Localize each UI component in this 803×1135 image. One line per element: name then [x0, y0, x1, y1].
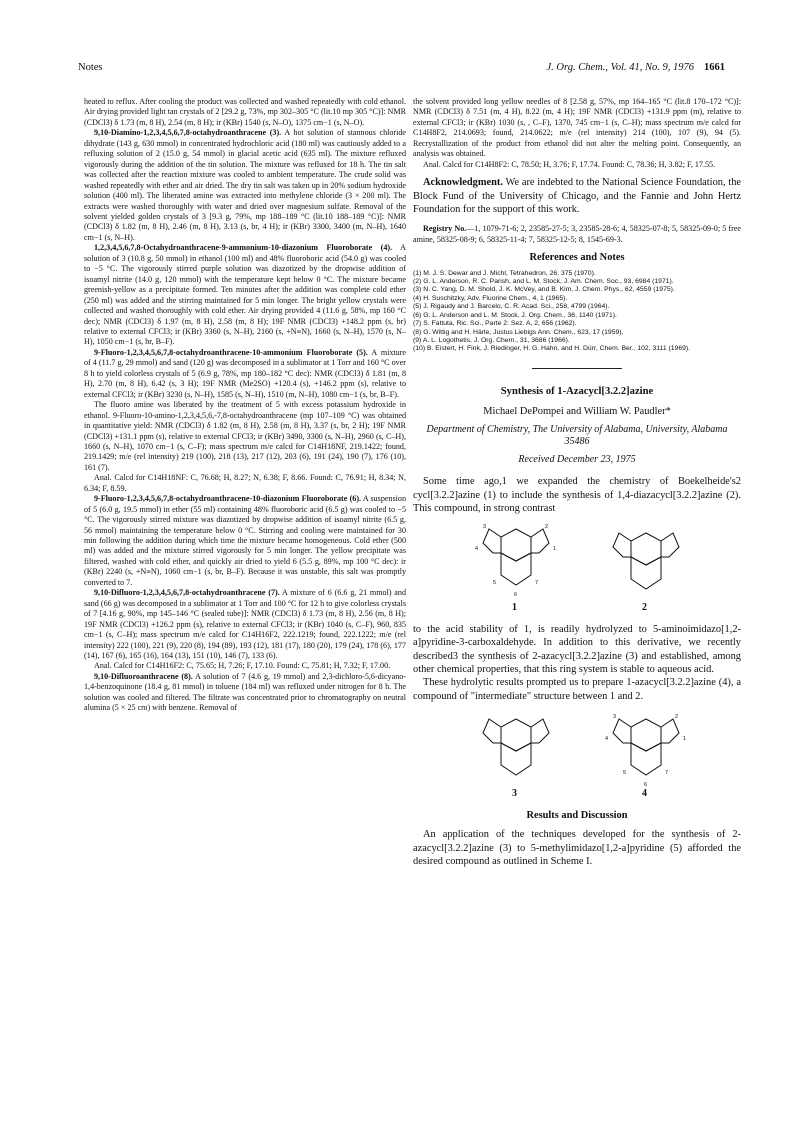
reference-item: (2) G. L. Anderson, R. C. Parish, and L. M. Stock, J. Am. Chem. Soc., 93, 6984 (1971).	[413, 278, 674, 286]
received-date: Received December 23, 1975	[518, 453, 636, 465]
paragraph: Anal. Calcd for C14H18NF: C, 76.68; H, 8.27; N, 6.38; F, 8.66. Found: C, 76.91; H, 8.34; N, 6.34; F, 8.59.	[84, 473, 406, 493]
compound-label-1: 1	[512, 602, 517, 614]
structure-figure-3-4: 3 2 4 1 5 7 6 3 4	[413, 707, 741, 805]
structure-drawing-3-4	[413, 707, 741, 805]
reference-item: (9) A. L. Logothetis, J. Org. Chem., 31, 3686 (1966).	[413, 336, 570, 344]
paragraph: An application of the techniques developed for the synthesis of 2-azacycl[3.2.2]azine (3) to 5-methylimidazo[1,2-a]pyridine (5) afforded the desired compound as outlined in Scheme I.	[413, 829, 741, 867]
reference-item: (6) G. L. Anderson and L. M. Stock, J. Org. Chem., 36, 1140 (1971).	[413, 311, 617, 319]
header-section: Notes	[78, 62, 103, 73]
page-number: 1661	[704, 62, 725, 73]
reference-item: (3) N. C. Yang, D. M. Shold, J. K. McVey, and B. Kim, J. Chem. Phys., 62, 4559 (1975).	[413, 286, 675, 294]
paragraph: Some time ago,1 we expanded the chemistry of Boekelheide's2 cycl[3.2.2]azine (1) to include the synthesis of 1,4-diazacycl[3.2.2]azine (2). This compound, in strong contrast	[413, 476, 741, 514]
reference-item: (7) S. Fattuta, Ric. Sci., Parte 2: Sez. A, 2, 656 (1962).	[413, 320, 577, 328]
references-list	[413, 270, 741, 354]
article-affiliation: Department of Chemistry, The University of Alabama, University, Alabama 35486	[426, 423, 728, 448]
paragraph: 9-Fluoro-1,2,3,4,5,6,7,8-octahydroanthracene-10-diazonium Fluoroborate (6). A suspension of 5 (6.0 g, 19.5 mmol) in ether (55 ml) containing 48% fluoroboric acid (6.5 g) was cooled to −5 °C. The vigorously stirred mixture was diazotized by dropwise addition of isoamyl nitrite (6.5 g, 56 mmol) maintaining the temperature below 0 °C. Stirring and cooling were maintained for 30 min following the addition during which time the mixture became homogeneous. Cold ether (500 ml) was added and the mixture stirred vigorously for 5 min longer. The yellow precipitate was filtered, washed with cold ether, and quickly air dried to yield 6 (5.5 g, 89%, mp 100 °C dec): ir (KBr) 2240 (s, +N≡N), 1060 cm−1 (s, br, B–F). Because it was unstable, this salt was promptly converted to 7.	[84, 494, 406, 587]
reference-item: (10) B. Eistert, H. Fink, J. Riedinger, H. G. Hahn, and H. Dürr, Chem. Ber., 102, 3111 (1969).	[413, 345, 691, 353]
paragraph: 1,2,3,4,5,6,7,8-Octahydroanthracene-9-ammonium-10-diazonium Fluoroborate (4). A solution of 3 (10.8 g, 50 mmol) in ethanol (100 ml) and 48% fluoroboric acid (54.0 g) was cooled to −5 °C. The vigorously stirred purple solution was diazotized by the dropwise addition of isoamyl nitrite (14.0 g, 120 mmol) with the temperature kept below 0 °C. The mixture became greenish-yellow as a precipitate formed. Ten minutes after the addition was complete cold ether (250 ml) was added and the stirring maintained for 5 min longer. The bright yellow crystals were collected and washed thoroughly with cold ether. Air drying provided 4 (11.6 g, 58%, mp 160 °C dec); NMR (CDCl3) δ 1.97 (m, 8 H), 2.58 (m, 8 H); 19F NMR (CDCl3) +148.2 ppm (s, br) relative to external CFCl3; ir (KBr) 3360 (s, N–H), 2160 (s, +N≡N), 1660 (s, N–H), 1570 (s, N–H), 1050 cm−1 (s, br, B–F).	[84, 243, 406, 347]
page-header	[78, 62, 725, 78]
journal-citation: J. Org. Chem., Vol. 41, No. 9, 1976	[546, 62, 694, 73]
acknowledgment: Acknowledgment. We are indebted to the National Science Foundation, the Block Fund of the University of Chicago, and the Fannie and John Hertz Foundation for the support of this work.	[413, 177, 741, 215]
paragraph: the solvent provided long yellow needles of 8 [2.58 g, 57%, mp 164–165 °C (lit.8 170–172 °C)]: NMR (CDCl3) δ 7.51 (m, 4 H), 8.22 (m, 4 H); 19F NMR (CDCl3) +131.9 ppm (m), relative to external CFCl3; ir (KBr) 1030 (s, , C–F), 1370, 745 cm−1 (s, C–H); mass spectrum m/e calcd for C14H8F2, 214.0693; found, 214.0622; m/e (rel intensity) 214 (100), 107 (9), 94 (5). Recrystallization of the product from ethanol did not alter the melting point. Consequently, an analysis was obtained.	[413, 97, 741, 159]
compound-label-4: 4	[642, 787, 647, 799]
article-title: Synthesis of 1-Azacycl[3.2.2]azine	[500, 385, 654, 397]
reference-item: (1) M. J. S. Dewar and J. Michl, Tetrahedron, 26, 375 (1970).	[413, 269, 596, 277]
reference-item: (4) H. Suschitzky, Adv. Fluorine Chem., 4, 1 (1965).	[413, 294, 568, 302]
article-body	[413, 475, 741, 868]
paragraph: 9,10-Difluoro-1,2,3,4,5,6,7,8-octahydroanthracene (7). A mixture of 6 (6.6 g, 21 mmol) and sand (66 g) was decomposed in a sublimator at 1 Torr and 100 °C for 12 h to give colorless crystals of 7 [4.16 g, 90%, mp 145–146 °C (sealed tube)]: NMR (CDCl3) δ 1.73 (m, 8 H), 2.56 (m, 8 H); 19F NMR (CDCl3) +126.2 ppm (s), relative to external CFCl3; ir (KBr) 1040 (s, C–F), 960, 835 cm−1 (s, C–H); mass spectrum m/e calcd for C14H16F2, 222.1219; found, 222.1222; m/e (rel intensity) 222 (100), 221 (9), 220 (8), 194 (89), 193 (12), 181 (17), 180 (20), 179 (24), 178 (6), 177 (14), 167 (6), 165 (16), 164 (13), 151 (10), 146 (7), 133 (6).	[84, 588, 406, 661]
paragraph: These hydrolytic results prompted us to prepare 1-azacycl[3.2.2]azine (4), a compound of "intermediate" structure between 1 and 2.	[413, 677, 741, 702]
paragraph: 9-Fluoro-1,2,3,4,5,6,7,8-octahydroanthracene-10-ammonium Fluoroborate (5). A mixture of 4 (11.7 g, 29 mmol) and sand (120 g) was decomposed in a sublimator at 1 Torr and 160 °C over 8 h to yield colorless crystals of 5 (6.9 g, 78%, mp 180–182 °C dec): NMR (CDCl3) δ 1.81 (m, 8 H), 2.70 (m, 8 H), 6.42 (s, 3 H); 19F NMR (Me2SO) +120.4 (s), +146.2 ppm (s), relative to external CFCl3; ir (KBr) 3230 (s, N–H), 1585 (s, N–H), 1510 (m, N–H), 1080 cm−1 (s, br, B–F).	[84, 347, 406, 399]
right-column	[413, 97, 741, 868]
paragraph: to the acid stability of 1, is readily hydrolyzed to 5-aminoimidazo[1,2-a]pyridine-3-carboxaldehyde. In addition to this derivative, we recently described3 the synthesis of 2-azacycl[3.2.2]azine (3) and established, among other chemical properties, that this ring system is stable to aqueous acid.	[413, 624, 741, 676]
paragraph: 9,10-Diamino-1,2,3,4,5,6,7,8-octahydroanthracene (3). A hot solution of stannous chloride dihydrate (143 g, 630 mmol) in concentrated hydrochloric acid (180 ml) was cautiously added to a refluxing solution of 2 (15.0 g, 54 mmol) in glacial acetic acid (635 ml). The mixture refluxed vigorously during the addition of the tin solution. The mixture was refluxed for 18 h. The tin salt was collected after the reaction mixture was cooled to ambient temperature. The crude solid was washed repeatedly with ether and air dried. The dry tin salt was taken up in 20% sodium hydroxide solution (400 ml). The liberated amine was extracted into methylene chloride (3 × 200 ml). The extracts were washed thoroughly with water and dried over magnesium sulfate. Removal of the solvent yielded golden crystals of 3 [9.3 g, 79%, mp 188–189 °C (lit.10 188–189 °C)]: NMR (CDCl3) δ 1.82 (m, 8 H), 2.46 (m, 8 H), 3.13 (s, br, 4 H); ir (KBr) 3300, 3400 (m, N–H), 1640 cm−1 (s, N–H).	[84, 128, 407, 242]
header-citation	[547, 62, 725, 73]
structure-drawing-1-2	[413, 519, 741, 619]
article-authors: Michael DePompei and William W. Paudler*	[483, 406, 671, 418]
reference-item: (5) J. Rigaudy and J. Barcelo, C. R. Acad. Sci., 258, 4799 (1964).	[413, 303, 610, 311]
registry-numbers: Registry No.—1, 1079-71-6; 2, 23585-27-5; 3, 23585-28-6; 4, 58325-07-8; 5, 58325-09-0; 5 free amine, 58325-08-9; 6, 58325-11-4; 7, 58325-12-5; 8, 1545-69-3.	[413, 224, 741, 244]
section-divider	[532, 368, 622, 369]
structure-figure-1-2: 3 2 4 1 5 7 6 1 2	[413, 519, 741, 619]
paragraph: 9,10-Difluoroanthracene (8). A solution of 7 (4.6 g, 19 mmol) and 2,3-dichloro-5,6-dicyano-1,4-benzoquinone (18.4 g, 81 mmol) in toluene (184 ml) was refluxed under nitrogen for 8 h. The solution was cooled and filtered. The filtrate was concentrated prior to chromatography on neutral alumina (5 × 25 cm) with benzene. Removal of	[84, 671, 406, 713]
left-column	[84, 97, 406, 714]
paragraph: Anal. Calcd for C14H16F2: C, 75.65; H, 7.26; F, 17.10. Found: C, 75.81; H, 7.32; F, 17.00.	[94, 661, 391, 671]
paragraph: The fluoro amine was liberated by the treatment of 5 with excess potassium hydroxide in ethanol. 9-Fluoro-10-amino-1,2,3,4,5,6,-7,8-octahydroanthracene (mp 107–109 °C) was obtained in quantitative yield: NMR (CDCl3) δ 1.82 (m, 8 H), 2.58 (m, 8 H), 3.37 (s, br, 2 H); 19F NMR (CDCl3) +131.1 ppm (s), relative to external CFCl3; ir (KBr) 3490, 3300 (s, N–H), 2960 (s, C–H), 1660 (s, N–H), 1070 cm−1 (s, C–F); mass spectrum m/e calcd for C14H18NF, 219.1422; found, 219.1429; m/e (rel intensity) 219 (100), 218 (13), 217 (12), 203 (6), 191 (24), 190 (7), 176 (10), 161 (7).	[84, 400, 406, 472]
results-title: Results and Discussion	[526, 809, 628, 821]
paragraph: heated to reflux. After cooling the product was collected and washed repeatedly with cold ethanol. Air drying provided light tan crystals of 2 [29.2 g, 73%, mp 302–305 °C (lit.10 mp 305 °C)]: NMR (CDCl3) δ 1.73 (m, 8 H), 2.54 (m, 8 H); ir (KBr) 1540 (s, N–O), 1375 cm−1 (s, N–O).	[84, 97, 406, 127]
paragraph: Anal. Calcd for C14H8F2: C, 78.50; H, 3.76; F, 17.74. Found: C, 78.36; H, 3.82; F, 17.55.	[423, 159, 716, 169]
compound-label-2: 2	[642, 602, 647, 614]
references-title: References and Notes	[529, 252, 625, 264]
compound-label-3: 3	[512, 787, 517, 799]
reference-item: (8) G. Wittig and H. Härle, Justus Liebigs Ann. Chem., 623, 17 (1959).	[413, 328, 624, 336]
